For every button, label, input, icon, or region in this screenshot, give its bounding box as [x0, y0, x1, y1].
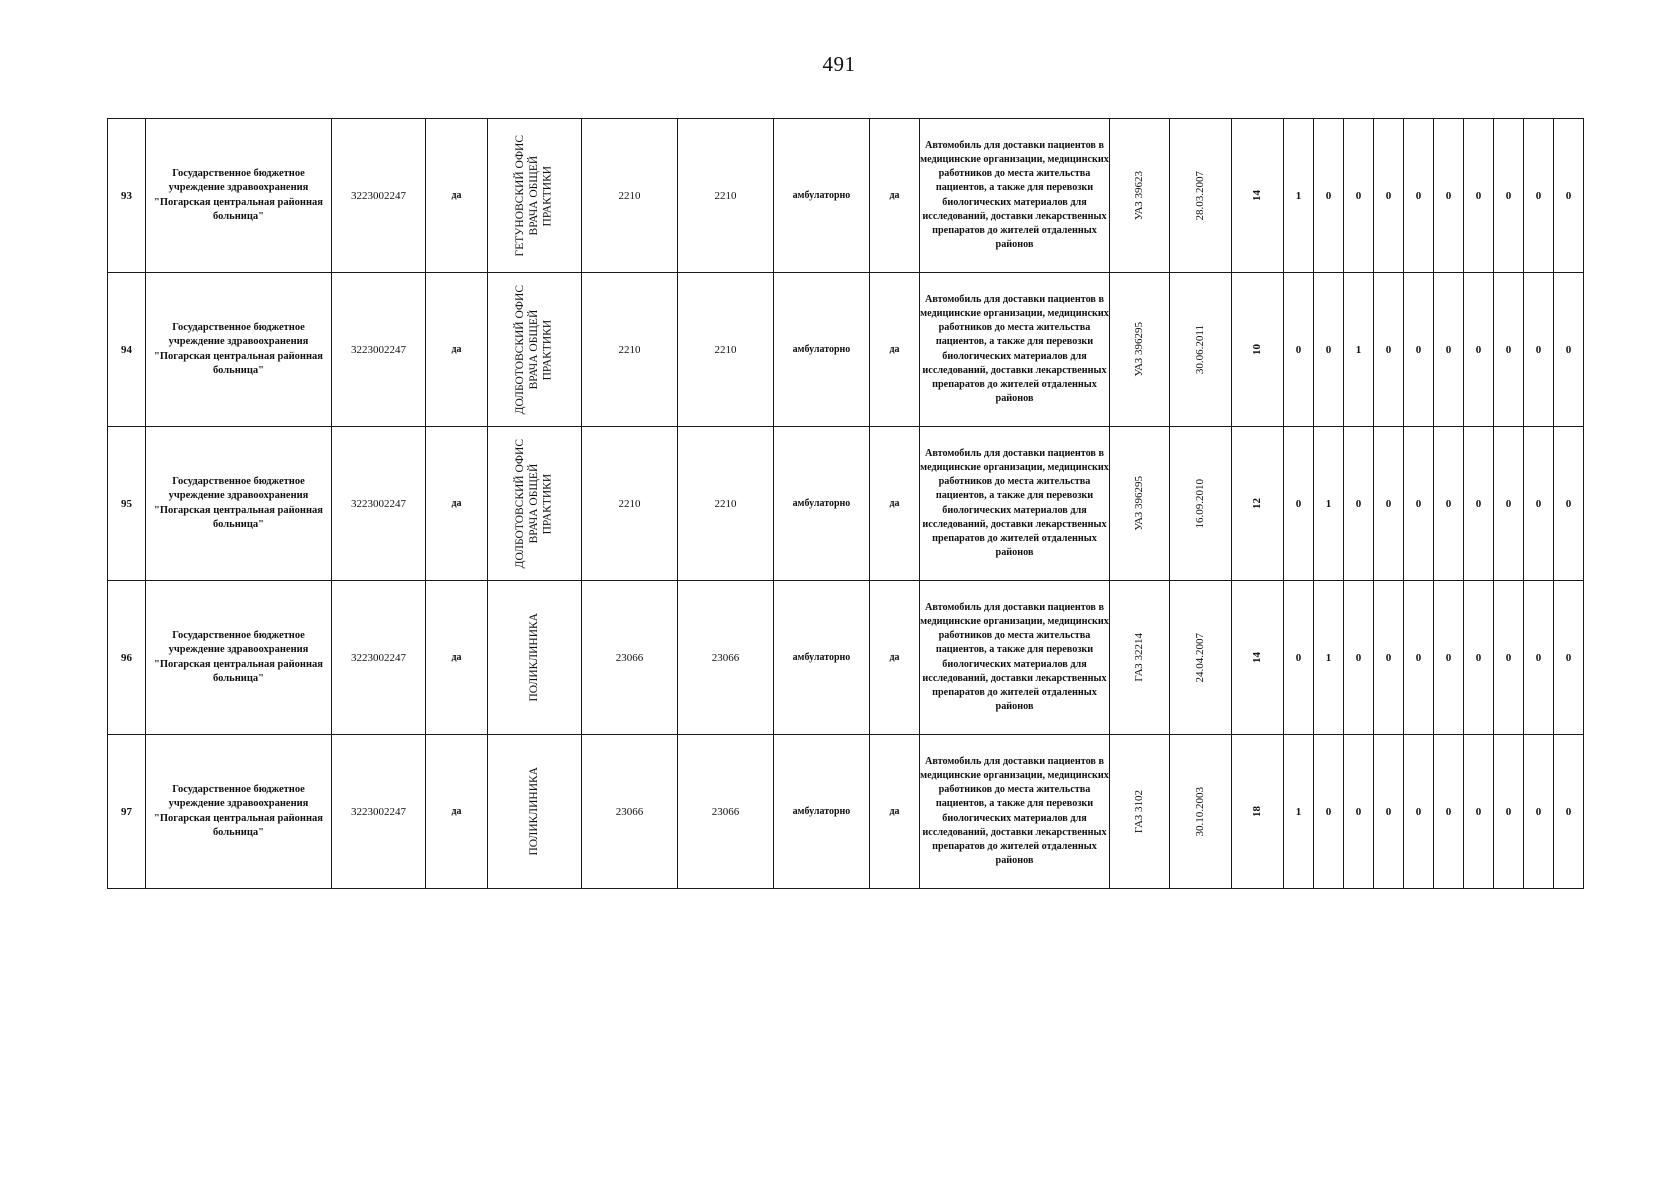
- count-6: 0: [1434, 581, 1464, 735]
- count-2: 1: [1314, 427, 1344, 581]
- count-10: 0: [1554, 581, 1584, 735]
- vehicle-cell: [1110, 119, 1170, 273]
- row-number: 93: [108, 119, 146, 273]
- flag-yes: да: [426, 735, 488, 889]
- age-cell: [1232, 273, 1284, 427]
- vehicle-purpose: Автомобиль для доставки пациентов в медицинские организации, медицинских работников до места жительства пациентов, а также для перевозки биологических материалов для исследований, доставки лекарственных препаратов до жителей отдаленных районов: [920, 735, 1110, 889]
- count-9: 0: [1524, 273, 1554, 427]
- count-1: 1: [1284, 119, 1314, 273]
- flag-yes: да: [426, 119, 488, 273]
- row-number: 95: [108, 427, 146, 581]
- vehicle-model: УАЗ 39623: [1132, 170, 1145, 221]
- office-name-line: ПРАКТИКИ: [541, 319, 554, 380]
- vehicle-age: 18: [1250, 806, 1263, 817]
- flag-yes: да: [426, 581, 488, 735]
- office-name: [528, 613, 542, 702]
- registration-date: 30.06.2011: [1193, 324, 1206, 375]
- flag-yes-2: да: [870, 119, 920, 273]
- count-8: 0: [1494, 581, 1524, 735]
- flag-yes: да: [426, 273, 488, 427]
- office-name-line: ДОЛБОТОВСКИЙ ОФИС: [513, 438, 526, 569]
- count-5: 0: [1404, 735, 1434, 889]
- office-name-line: ПРАКТИКИ: [541, 165, 554, 226]
- office-name: [514, 439, 555, 568]
- flag-yes-2: да: [870, 427, 920, 581]
- row-number: 94: [108, 273, 146, 427]
- count-7: 0: [1464, 119, 1494, 273]
- count-3: 1: [1344, 273, 1374, 427]
- office-name-line: ВРАЧА ОБЩЕЙ: [527, 463, 540, 544]
- page-number: 491: [822, 52, 856, 76]
- count-6: 0: [1434, 427, 1464, 581]
- flag-yes-2: да: [870, 273, 920, 427]
- age-cell: [1232, 735, 1284, 889]
- count-1: 0: [1284, 427, 1314, 581]
- vehicle-cell: [1110, 735, 1170, 889]
- count-8: 0: [1494, 119, 1524, 273]
- organization-name: Государственное бюджетное учреждение здравоохранения "Погарская центральная районная больница": [146, 119, 332, 273]
- count-9: 0: [1524, 119, 1554, 273]
- registration-date: 28.03.2007: [1193, 170, 1206, 221]
- count-3: 0: [1344, 427, 1374, 581]
- care-mode: амбулаторно: [774, 581, 870, 735]
- vehicle-model: ГАЗ 32214: [1132, 633, 1145, 682]
- vehicle-age: 14: [1250, 190, 1263, 201]
- vehicle-purpose: Автомобиль для доставки пациентов в медицинские организации, медицинских работников до места жительства пациентов, а также для перевозки биологических материалов для исследований, доставки лекарственных препаратов до жителей отдаленных районов: [920, 273, 1110, 427]
- row-number: 97: [108, 735, 146, 889]
- code-1: 2210: [582, 427, 678, 581]
- count-9: 0: [1524, 581, 1554, 735]
- code-2: 2210: [678, 427, 774, 581]
- count-10: 0: [1554, 119, 1584, 273]
- count-4: 0: [1374, 735, 1404, 889]
- code-1: 23066: [582, 581, 678, 735]
- count-10: 0: [1554, 427, 1584, 581]
- date-cell: [1170, 427, 1232, 581]
- count-5: 0: [1404, 427, 1434, 581]
- vehicle-age: 12: [1250, 498, 1263, 509]
- count-7: 0: [1464, 735, 1494, 889]
- count-6: 0: [1434, 273, 1464, 427]
- count-3: 0: [1344, 581, 1374, 735]
- count-9: 0: [1524, 427, 1554, 581]
- vehicle-age: 10: [1250, 344, 1263, 355]
- office-name-line: ПОЛИКЛИНИКА: [527, 767, 540, 856]
- count-2: 0: [1314, 735, 1344, 889]
- count-5: 0: [1404, 273, 1434, 427]
- inn-code: 3223002247: [332, 581, 426, 735]
- flag-yes-2: да: [870, 581, 920, 735]
- office-name: [528, 767, 542, 856]
- registration-date: 30.10.2003: [1193, 786, 1206, 837]
- count-4: 0: [1374, 427, 1404, 581]
- date-cell: [1170, 119, 1232, 273]
- count-7: 0: [1464, 581, 1494, 735]
- count-9: 0: [1524, 735, 1554, 889]
- office-name: [514, 285, 555, 414]
- inn-code: 3223002247: [332, 427, 426, 581]
- count-7: 0: [1464, 273, 1494, 427]
- code-2: 2210: [678, 273, 774, 427]
- count-5: 0: [1404, 119, 1434, 273]
- office-name-line: ПОЛИКЛИНИКА: [527, 613, 540, 702]
- count-4: 0: [1374, 581, 1404, 735]
- flag-yes: да: [426, 427, 488, 581]
- registration-date: 16.09.2010: [1193, 478, 1206, 529]
- vehicle-cell: [1110, 581, 1170, 735]
- count-8: 0: [1494, 273, 1524, 427]
- count-4: 0: [1374, 273, 1404, 427]
- age-cell: [1232, 581, 1284, 735]
- organization-name: Государственное бюджетное учреждение здравоохранения "Погарская центральная районная больница": [146, 427, 332, 581]
- vehicle-purpose: Автомобиль для доставки пациентов в медицинские организации, медицинских работников до места жительства пациентов, а также для перевозки биологических материалов для исследований, доставки лекарственных препаратов до жителей отдаленных районов: [920, 427, 1110, 581]
- count-7: 0: [1464, 427, 1494, 581]
- vehicle-purpose: Автомобиль для доставки пациентов в медицинские организации, медицинских работников до места жительства пациентов, а также для перевозки биологических материалов для исследований, доставки лекарственных препаратов до жителей отдаленных районов: [920, 119, 1110, 273]
- registration-date: 24.04.2007: [1193, 632, 1206, 683]
- vehicle-age: 14: [1250, 652, 1263, 663]
- code-2: 2210: [678, 119, 774, 273]
- office-name-line: ПРАКТИКИ: [541, 473, 554, 534]
- code-2: 23066: [678, 735, 774, 889]
- count-2: 0: [1314, 119, 1344, 273]
- table-row: [108, 581, 1584, 735]
- count-5: 0: [1404, 581, 1434, 735]
- count-3: 0: [1344, 119, 1374, 273]
- table-row: [108, 427, 1584, 581]
- table-row: [108, 735, 1584, 889]
- vehicle-model: ГАЗ 3102: [1132, 789, 1145, 834]
- count-8: 0: [1494, 735, 1524, 889]
- count-2: 0: [1314, 273, 1344, 427]
- count-3: 0: [1344, 735, 1374, 889]
- code-1: 2210: [582, 119, 678, 273]
- date-cell: [1170, 581, 1232, 735]
- care-mode: амбулаторно: [774, 427, 870, 581]
- office-name-line: ДОЛБОТОВСКИЙ ОФИС: [513, 284, 526, 415]
- office-cell: [488, 735, 582, 889]
- code-1: 23066: [582, 735, 678, 889]
- count-6: 0: [1434, 735, 1464, 889]
- table-row: [108, 273, 1584, 427]
- table-row: [108, 119, 1584, 273]
- organization-name: Государственное бюджетное учреждение здравоохранения "Погарская центральная районная больница": [146, 581, 332, 735]
- code-1: 2210: [582, 273, 678, 427]
- count-10: 0: [1554, 735, 1584, 889]
- vehicle-cell: [1110, 273, 1170, 427]
- date-cell: [1170, 735, 1232, 889]
- vehicle-cell: [1110, 427, 1170, 581]
- office-name: [514, 135, 555, 256]
- vehicle-model: УАЗ 396295: [1132, 476, 1145, 531]
- count-1: 1: [1284, 735, 1314, 889]
- care-mode: амбулаторно: [774, 119, 870, 273]
- office-cell: [488, 119, 582, 273]
- count-1: 0: [1284, 273, 1314, 427]
- age-cell: [1232, 427, 1284, 581]
- care-mode: амбулаторно: [774, 273, 870, 427]
- office-name-line: ГЕТУНОВСКИЙ ОФИС: [513, 134, 526, 257]
- count-1: 0: [1284, 581, 1314, 735]
- office-name-line: ВРАЧА ОБЩЕЙ: [527, 309, 540, 390]
- age-cell: [1232, 119, 1284, 273]
- count-8: 0: [1494, 427, 1524, 581]
- count-6: 0: [1434, 119, 1464, 273]
- care-mode: амбулаторно: [774, 735, 870, 889]
- office-cell: [488, 581, 582, 735]
- count-4: 0: [1374, 119, 1404, 273]
- vehicle-registry-table: [107, 118, 1584, 889]
- count-10: 0: [1554, 273, 1584, 427]
- count-2: 1: [1314, 581, 1344, 735]
- organization-name: Государственное бюджетное учреждение здравоохранения "Погарская центральная районная больница": [146, 735, 332, 889]
- date-cell: [1170, 273, 1232, 427]
- row-number: 96: [108, 581, 146, 735]
- inn-code: 3223002247: [332, 735, 426, 889]
- vehicle-model: УАЗ 396295: [1132, 322, 1145, 377]
- inn-code: 3223002247: [332, 273, 426, 427]
- inn-code: 3223002247: [332, 119, 426, 273]
- office-cell: [488, 273, 582, 427]
- flag-yes-2: да: [870, 735, 920, 889]
- organization-name: Государственное бюджетное учреждение здравоохранения "Погарская центральная районная больница": [146, 273, 332, 427]
- office-name-line: ВРАЧА ОБЩЕЙ: [527, 155, 540, 236]
- code-2: 23066: [678, 581, 774, 735]
- vehicle-purpose: Автомобиль для доставки пациентов в медицинские организации, медицинских работников до места жительства пациентов, а также для перевозки биологических материалов для исследований, доставки лекарственных препаратов до жителей отдаленных районов: [920, 581, 1110, 735]
- office-cell: [488, 427, 582, 581]
